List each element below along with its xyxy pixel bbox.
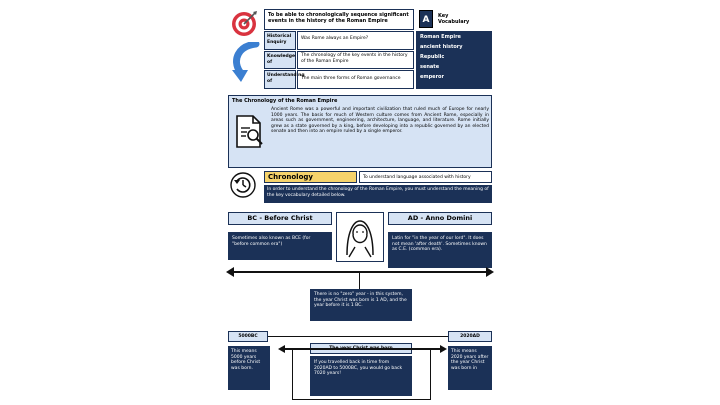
vocab-word: senate xyxy=(420,64,440,70)
curved-arrow-icon xyxy=(228,42,262,84)
timeline-5000bc-note: This means 5000 years before Christ was born. xyxy=(228,346,270,390)
objective-text: To be able to chronologically sequence significant events in the history of the Roman Empire xyxy=(268,12,409,24)
chronology-definition: To understand language associated with history xyxy=(359,171,492,183)
knowledge-row-label: Knowledge of xyxy=(264,51,296,69)
time-travel-note: If you travelled back in time from 2020AD to 5000BC, you would go back 7020 years! xyxy=(310,356,412,396)
knowledge-organiser-page xyxy=(226,6,494,402)
bc-description: Sometimes also known as BCE (for "before common era") xyxy=(228,232,332,260)
bottom-right-connector xyxy=(430,350,431,400)
ad-description: Latin for "in the year of our lord". It does not mean 'after death'. Sometimes known as C.E. (common era). xyxy=(388,232,492,268)
learning-objective xyxy=(264,9,414,30)
key-vocab-header xyxy=(416,9,492,30)
understanding-row-text: The main three forms of Roman governance xyxy=(297,70,414,89)
arrow-left-head xyxy=(226,267,234,277)
vocab-book-icon: A xyxy=(419,10,433,28)
bc-ad-arrow-line xyxy=(232,271,490,273)
chronology-explanation: In order to understand the chronology of the Roman Empire, you must understand the meaning of the key vocabulary detailed below. xyxy=(264,185,492,203)
timeline-2020ad-note: This means 2020 years after the year Christ was born in xyxy=(448,346,492,390)
clock-history-icon xyxy=(230,172,256,198)
key-vocab-list xyxy=(416,31,492,89)
understanding-row-label: Understanding of xyxy=(264,70,296,89)
vocab-word: ancient history xyxy=(420,44,463,50)
timeline-arrow-left-head xyxy=(278,345,285,353)
timeline-mid-line xyxy=(284,348,442,350)
key-vocab-title: Key Vocabulary xyxy=(438,13,470,25)
roman-empire-chronology-box xyxy=(228,95,492,168)
enquiry-row-text: Was Rome always an Empire? xyxy=(297,31,414,50)
knowledge-row-text: The chronology of the key events in the history of the Roman Empire xyxy=(297,51,414,69)
vocab-word: emperor xyxy=(420,74,444,80)
chronology-box-title: The Chronology of the Roman Empire xyxy=(232,98,338,104)
timeline-2020ad-label: 2020AD xyxy=(448,331,492,342)
chronology-word: Chronology xyxy=(268,173,313,181)
target-icon xyxy=(230,10,258,38)
portrait-icon xyxy=(336,212,384,262)
document-search-icon xyxy=(233,114,265,150)
chronology-word-box xyxy=(264,171,357,183)
ad-heading: AD - Anno Domini xyxy=(388,212,492,225)
vocab-word: Republic xyxy=(420,54,445,60)
bc-heading: BC - Before Christ xyxy=(228,212,332,225)
zero-year-note: There is no "zero" year - in this system, the year Christ was born is 1 AD, and the year before it is 1 BC. xyxy=(310,289,412,321)
bottom-left-connector xyxy=(292,350,293,400)
arrow-right-head xyxy=(486,267,494,277)
chronology-box-text: Ancient Rome was a powerful and important civilization that ruled much of Europe for nearly 1000 years. The basis for much of Western culture comes from Ancient Rome, especially in areas such as government, engineering, architecture, language, and literature. Rome initially grew as a state governed by a king, before developing into a republic governed by an elected senate and then into an empire ruled by a single emperor. xyxy=(271,107,489,135)
timeline-arrow-right-head xyxy=(440,345,447,353)
center-connector xyxy=(359,273,360,289)
enquiry-row-label: Historical Enquiry xyxy=(264,31,296,50)
timeline-5000bc-label: 5000BC xyxy=(228,331,268,342)
bottom-line xyxy=(292,399,431,400)
vocab-word: Roman Empire xyxy=(420,34,461,40)
timeline-top-line xyxy=(268,336,448,337)
